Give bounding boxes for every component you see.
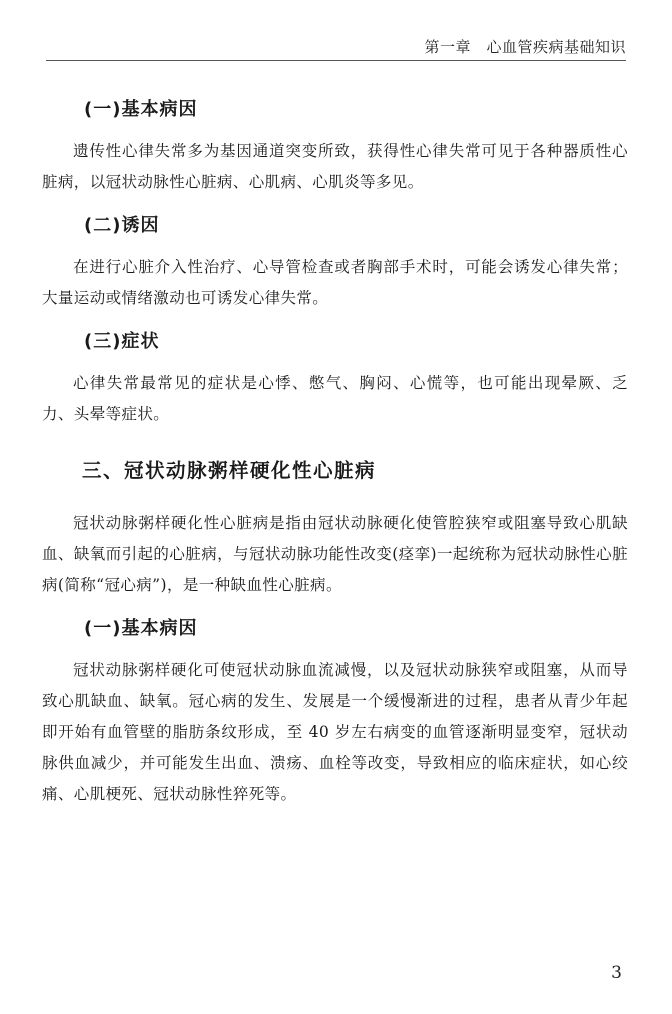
section-heading-coronary-heart-disease: 三、冠状动脉粥样硬化性心脏病 (82, 459, 377, 482)
paragraph-basic-cause-arrhythmia: 遗传性心律失常多为基因通道突变所致，获得性心律失常可见于各种器质性心脏病，以冠状动脉性心脏病、心肌病、心肌炎等多见。 (42, 142, 628, 191)
page-number: 3 (611, 963, 622, 983)
running-header: 第一章 心血管疾病基础知识 (424, 38, 626, 56)
header-rule (46, 60, 626, 61)
paragraph-symptoms: 心律失常最常见的症状是心悸、憋气、胸闷、心慌等，也可能出现晕厥、乏力、头晕等症状。 (42, 374, 628, 423)
subheading-symptoms: (三)症状 (84, 331, 160, 352)
subheading-triggers: (二)诱因 (84, 215, 160, 236)
subheading-basic-cause-arrhythmia: (一)基本病因 (84, 99, 198, 120)
page-content (42, 82, 628, 820)
paragraph-coronary-definition: 冠状动脉粥样硬化性心脏病是指由冠状动脉硬化使管腔狭窄或阻塞导致心肌缺血、缺氧而引起的心脏病，与冠状动脉功能性改变(痉挛)一起统称为冠状动脉性心脏病(简称“冠心病”)，是一种缺血性心脏病。 (42, 514, 628, 594)
paragraph-basic-cause-chd: 冠状动脉粥样硬化可使冠状动脉血流减慢，以及冠状动脉狭窄或阻塞，从而导致心肌缺血、缺氧。冠心病的发生、发展是一个缓慢渐进的过程，患者从青少年起即开始有血管壁的脂肪条纹形成，至 40 岁左右病变的血管逐渐明显变窄，冠状动脉供血减少，并可能发生出血、溃疡、血栓等改变，导致相应的临床症状，如心绞痛、心肌梗死、冠状动脉性猝死等。 (42, 661, 628, 803)
paragraph-triggers: 在进行心脏介入性治疗、心导管检查或者胸部手术时，可能会诱发心律失常；大量运动或情绪激动也可诱发心律失常。 (42, 258, 628, 307)
subheading-basic-cause-chd: (一)基本病因 (84, 618, 198, 639)
